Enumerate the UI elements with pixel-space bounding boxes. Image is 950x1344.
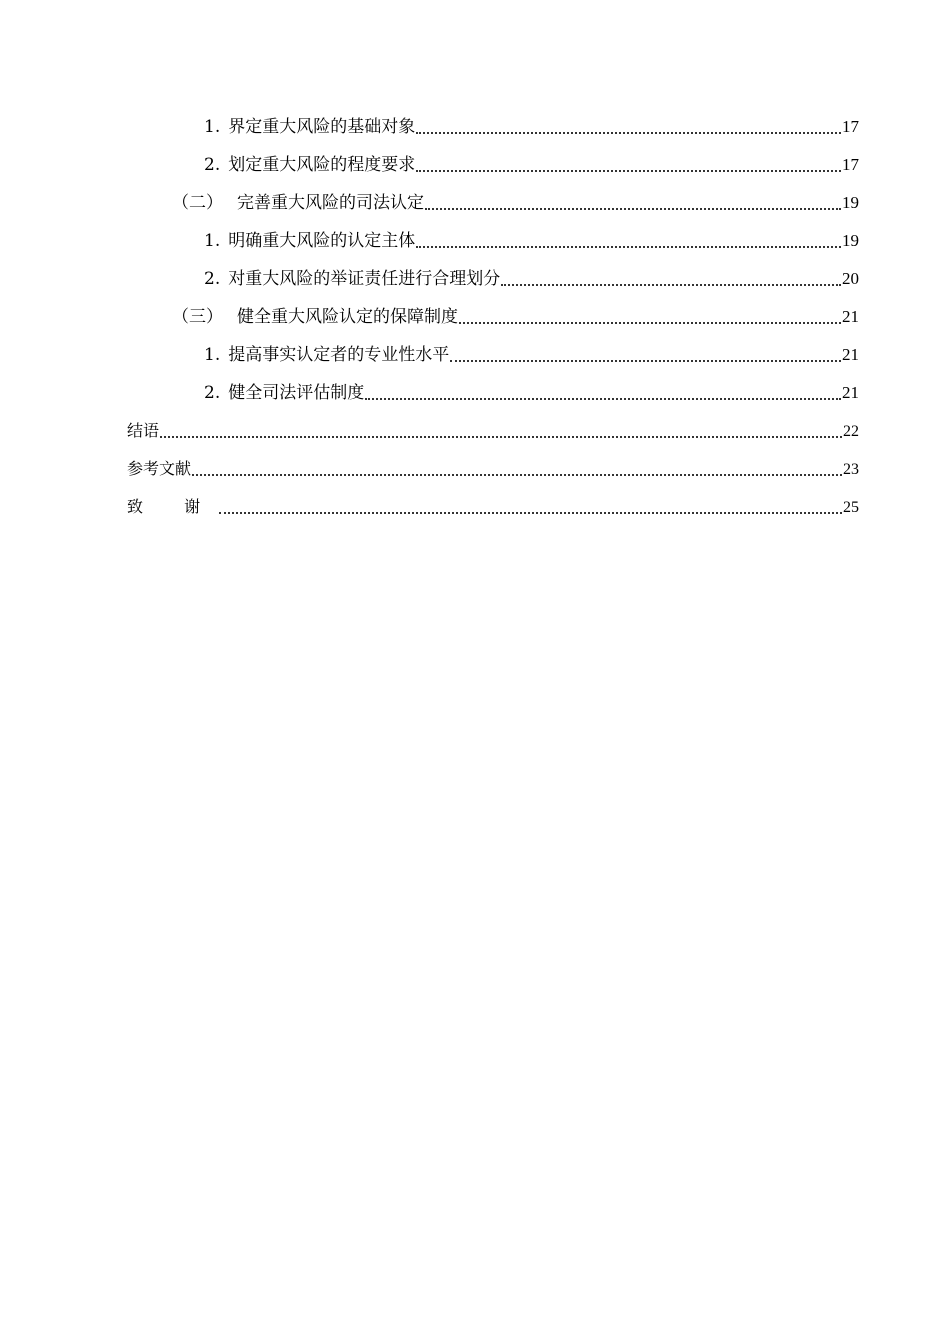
toc-entry-page: 23 xyxy=(843,461,859,478)
toc-entry-number: 1. xyxy=(204,117,221,137)
toc-entry-title: 健全重大风险认定的保障制度 xyxy=(237,307,458,327)
toc-entry-title: 提高事实认定者的专业性水平 xyxy=(228,345,450,365)
toc-entry-number: （二） xyxy=(172,193,223,213)
toc-entry-page: 21 xyxy=(842,383,859,402)
toc-entry-page: 22 xyxy=(843,423,859,440)
toc-entry-title: 对重大风险的举证责任进行合理划分 xyxy=(228,269,501,289)
dot-leader xyxy=(459,322,841,324)
toc-entry-page: 20 xyxy=(842,269,859,288)
toc-entry-title: 结语 xyxy=(127,421,160,440)
toc-entry[interactable] xyxy=(0,222,950,260)
dot-leader xyxy=(365,398,841,400)
toc-entry-page: 19 xyxy=(842,193,859,212)
toc-entry-number: 2. xyxy=(204,383,221,403)
dot-leader xyxy=(192,474,842,476)
dot-leader xyxy=(416,246,841,248)
toc-entry[interactable] xyxy=(0,260,950,298)
toc-entry-page: 21 xyxy=(842,307,859,326)
toc-entry-number: 2. xyxy=(204,155,221,175)
toc-entry-number: （三） xyxy=(172,307,223,327)
toc-entry-title: 明确重大风险的认定主体 xyxy=(228,231,416,251)
dot-leader xyxy=(219,512,842,514)
toc-entry-page: 21 xyxy=(842,345,859,364)
table-of-contents xyxy=(0,108,950,526)
dot-leader xyxy=(425,208,841,210)
toc-entry[interactable] xyxy=(0,146,950,184)
toc-entry-number: 1. xyxy=(204,231,221,251)
toc-entry-number: 2. xyxy=(204,269,221,289)
toc-entry-title: 参考文献 xyxy=(127,459,192,478)
toc-entry[interactable] xyxy=(0,374,950,412)
toc-entry[interactable] xyxy=(0,108,950,146)
toc-entry-title: 健全司法评估制度 xyxy=(228,383,365,403)
toc-entry[interactable] xyxy=(0,184,950,222)
toc-entry-number: 1. xyxy=(204,345,221,365)
toc-entry[interactable] xyxy=(0,488,950,526)
dot-leader xyxy=(416,132,841,134)
toc-entry-page: 17 xyxy=(842,155,859,174)
dot-leader xyxy=(416,170,841,172)
toc-entry-page: 17 xyxy=(842,117,859,136)
dot-leader xyxy=(450,360,841,362)
toc-entry[interactable] xyxy=(0,298,950,336)
toc-entry-page: 19 xyxy=(842,231,859,250)
dot-leader xyxy=(160,436,842,438)
toc-entry-page: 25 xyxy=(843,499,859,516)
toc-entry[interactable] xyxy=(0,450,950,488)
toc-entry-title: 划定重大风险的程度要求 xyxy=(228,155,416,175)
toc-entry-title: 界定重大风险的基础对象 xyxy=(228,117,416,137)
toc-entry[interactable] xyxy=(0,412,950,450)
toc-entry-title: 致 谢 xyxy=(127,497,219,516)
dot-leader xyxy=(501,284,841,286)
toc-entry-title: 完善重大风险的司法认定 xyxy=(237,193,424,213)
toc-entry[interactable] xyxy=(0,336,950,374)
